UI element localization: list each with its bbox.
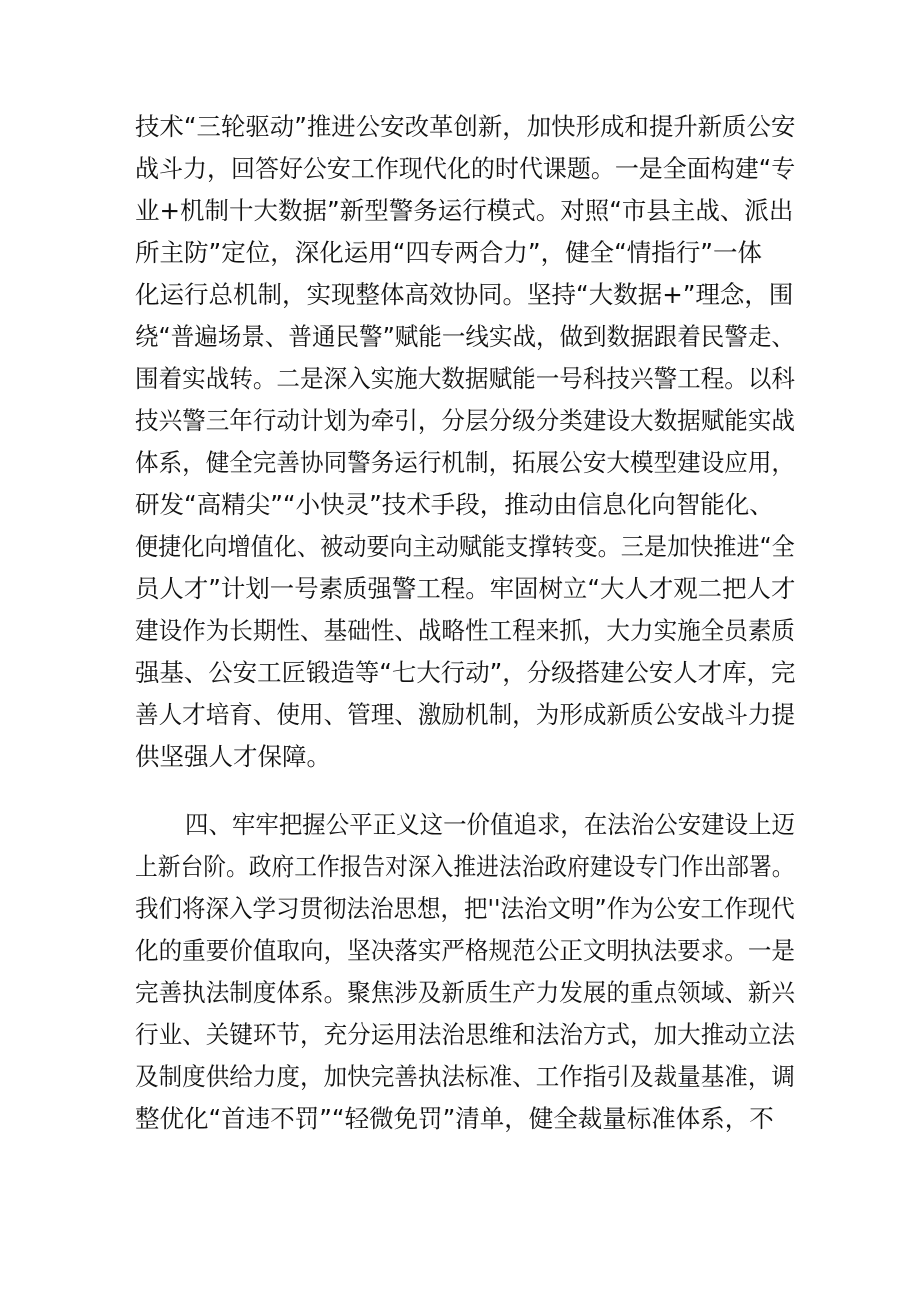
text-line: 我们将深入学习贯彻法治思想，把''法治文明”作为公安工作现代 [135, 894, 795, 923]
text-line: 业+机制十大数据”新型警务运行模式。对照“市县主战、派出 [135, 196, 794, 225]
text-line: 围着实战转。二是深入实施大数据赋能一号科技兴警工程。以科 [135, 364, 795, 393]
text-line: 员人才”计划一号素质强警工程。牢固树立“大人才观二把人才 [135, 574, 796, 603]
text-line: 绕“普遍场景、普通民警”赋能一线实战，做到数据跟着民警走、 [135, 322, 795, 351]
text-line: 供坚强人才保障。 [135, 742, 331, 771]
text-line: 技术“三轮驱动”推进公安改革创新，加快形成和提升新质公安 [135, 112, 796, 141]
text-line: 便捷化向增值化、被动要向主动赋能支撑转变。三是加快推进“全 [135, 532, 795, 561]
text-line: 上新台阶。政府工作报告对深入推进法治政府建设专门作出部署。 [135, 852, 795, 881]
text-line: 善人才培育、使用、管理、激励机制，为形成新质公安战斗力提 [135, 700, 795, 729]
text-line: 化运行总机制，实现整体高效协同。坚持“大数据+”理念，围 [135, 280, 794, 309]
text-line: 化的重要价值取向，坚决落实严格规范公正文明执法要求。一是 [135, 936, 795, 965]
text-line: 建设作为长期性、基础性、战略性工程来抓，大力实施全员素质 [135, 616, 795, 645]
text-line: 整优化“首违不罚”“轻微免罚”清单，健全裁量标准体系，不 [135, 1104, 774, 1133]
text-line: 行业、关键环节，充分运用法治思维和法治方式，加大推动立法 [135, 1020, 795, 1049]
text-line: 研发“高精尖”“小快灵”技术手段，推动由信息化向智能化、 [135, 490, 774, 519]
paragraph-first-line: 四、牢牢把握公平正义这一价值追求，在法治公安建设上迈 [185, 810, 795, 839]
text-line: 强基、公安工匠锻造等“七大行动”，分级搭建公安人才库，完 [135, 658, 796, 687]
text-line: 技兴警三年行动计划为牵引，分层分级分类建设大数据赋能实战 [135, 406, 795, 435]
text-line: 体系，健全完善协同警务运行机制，拓展公安大模型建设应用， [135, 448, 795, 477]
text-line: 战斗力，回答好公安工作现代化的时代课题。一是全面构建“专 [135, 154, 796, 183]
text-line: 及制度供给力度，加快完善执法标准、工作指引及裁量基准，调 [135, 1062, 795, 1091]
text-line: 所主防”定位，深化运用“四专两合力”，健全“情指行”一体 [135, 238, 762, 267]
text-line: 完善执法制度体系。聚焦涉及新质生产力发展的重点领域、新兴 [135, 978, 795, 1007]
